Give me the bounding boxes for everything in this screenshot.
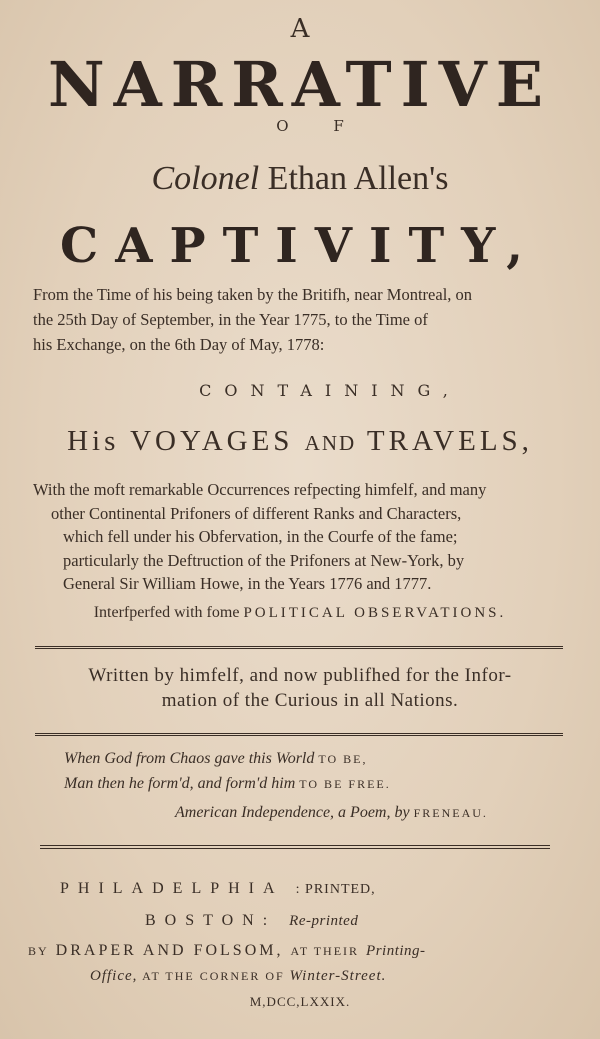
title-subject bbox=[0, 160, 600, 198]
interspersed-caps: POLITICAL OBSERVATIONS. bbox=[243, 605, 507, 621]
imprint-printing: Printing- bbox=[366, 943, 426, 959]
divider-rule bbox=[35, 733, 563, 736]
epigraph-caps: FRENEAU. bbox=[413, 806, 488, 820]
voyages-and: AND bbox=[304, 431, 357, 455]
subtitle-line: From the Time of his being taken by the Britifh, near Montreal, on bbox=[33, 285, 473, 304]
voyages-part-b: TRAVELS, bbox=[366, 425, 533, 457]
imprint-office: Office, bbox=[90, 968, 138, 984]
imprint-corner: AT THE CORNER OF bbox=[142, 969, 285, 983]
voyages-heading bbox=[0, 425, 600, 458]
epigraph-text: When God from Chaos gave this World bbox=[64, 750, 315, 767]
description-line: other Continental Prifoners of different Ranks and Characters, bbox=[51, 503, 462, 523]
authorship-line: mation of the Curious in all Nations. bbox=[161, 690, 459, 711]
imprint-at: AT THEIR bbox=[290, 944, 360, 958]
imprint-line bbox=[60, 880, 376, 898]
title-narrative: NARRATIVE bbox=[47, 48, 553, 121]
subtitle-line: the 25th Day of September, in the Year 1775, to the Time of bbox=[33, 310, 428, 329]
imprint-city: BOSTON: bbox=[145, 912, 277, 929]
title-captivity: CAPTIVITY, bbox=[60, 218, 540, 274]
imprint-line bbox=[28, 942, 426, 960]
authorship-line: Written by himfelf, and now publifhed for the Infor- bbox=[88, 665, 512, 686]
epigraph-text: American Independence, a Poem, by bbox=[175, 804, 410, 821]
imprint-street: Winter-Street. bbox=[289, 968, 387, 984]
description-line: particularly the Deftruction of the Prifoners at New-York, by bbox=[63, 550, 465, 570]
description-line: With the moft remarkable Occurrences refpecting himfelf, and many bbox=[33, 480, 487, 499]
epigraph-caps: TO BE FREE. bbox=[299, 777, 391, 791]
imprint-by: BY bbox=[28, 944, 49, 958]
epigraph-text: Man then he form'd, and form'd him bbox=[64, 775, 296, 792]
imprint-printed: : PRINTED, bbox=[295, 882, 376, 897]
imprint-year: M,DCC,LXXIX. bbox=[249, 994, 351, 1009]
description-line: which fell under his Obfervation, in the Courfe of the fame; bbox=[63, 527, 458, 546]
voyages-part-a: His VOYAGES bbox=[67, 425, 294, 457]
epigraph-line bbox=[64, 775, 391, 793]
description-line: General Sir William Howe, in the Years 1776 and 1777. bbox=[63, 574, 432, 593]
epigraph-caps: TO BE, bbox=[318, 752, 368, 766]
authorship-note bbox=[0, 663, 600, 713]
subtitle-block bbox=[33, 282, 472, 357]
imprint-city: PHILADELPHIA bbox=[60, 880, 283, 897]
interspersed-line bbox=[0, 604, 600, 622]
title-rank: Colonel bbox=[151, 160, 260, 197]
divider-rule bbox=[35, 646, 563, 649]
epigraph-attribution bbox=[175, 804, 488, 822]
imprint-reprinted: Re-printed bbox=[289, 913, 359, 929]
imprint-line bbox=[145, 912, 358, 930]
description-block bbox=[33, 478, 486, 596]
title-of: O F bbox=[276, 117, 364, 135]
title-article: A bbox=[290, 14, 310, 44]
containing-heading: CONTAINING, bbox=[199, 381, 461, 400]
imprint-printers: DRAPER AND FOLSOM, bbox=[55, 942, 284, 959]
ornament-rule bbox=[40, 845, 550, 849]
epigraph-line bbox=[64, 750, 368, 768]
imprint-line bbox=[90, 968, 386, 985]
interspersed-prefix: Interfperfed with fome bbox=[93, 604, 240, 621]
subtitle-line: his Exchange, on the 6th Day of May, 1778: bbox=[33, 335, 325, 354]
title-person: Ethan Allen's bbox=[267, 160, 449, 197]
